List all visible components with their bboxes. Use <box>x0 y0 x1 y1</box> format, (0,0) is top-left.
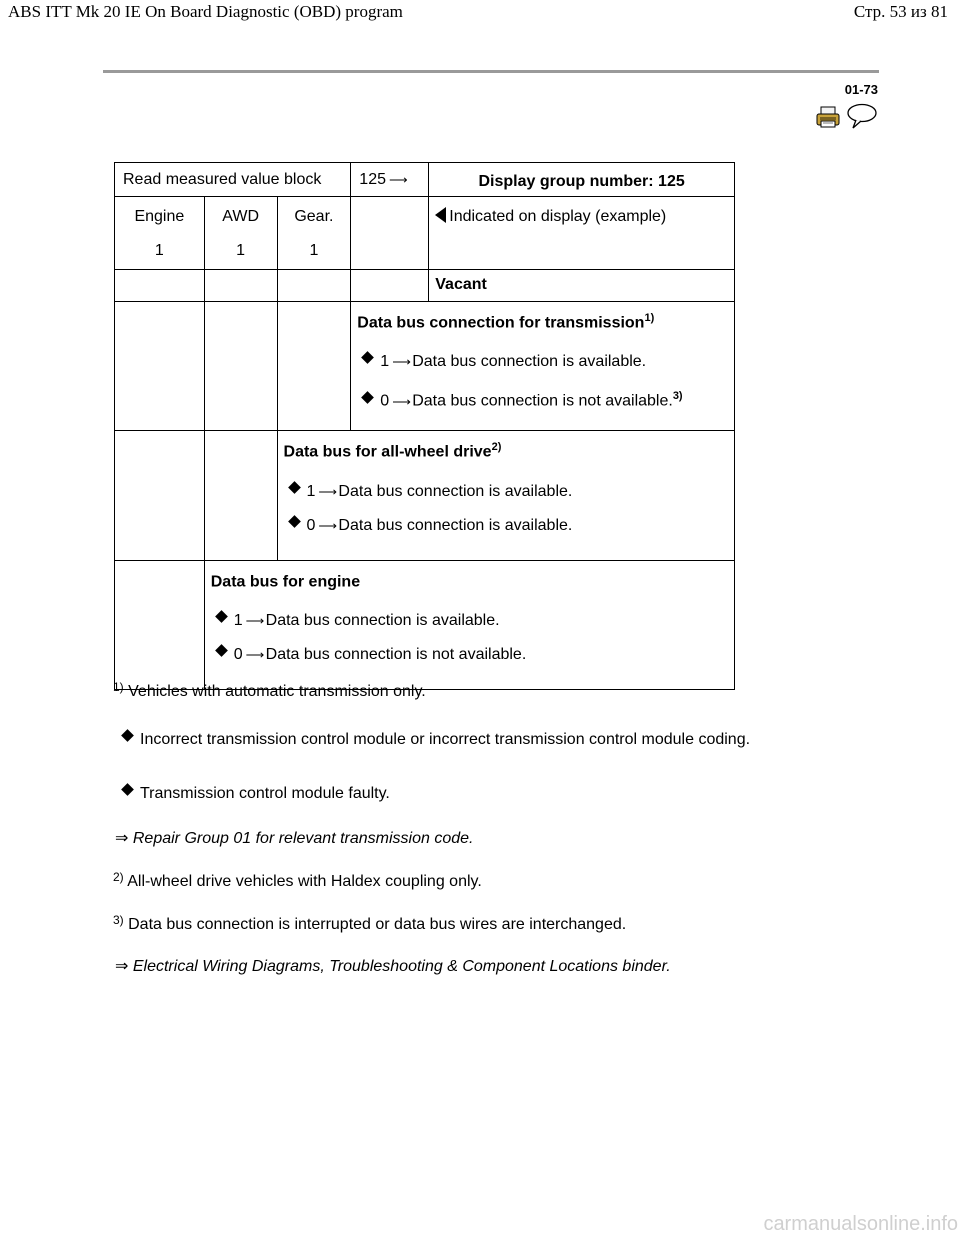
diamond-bullet-icon <box>121 783 134 796</box>
table-row <box>115 197 735 270</box>
group-value-cell: 125 ⟶ <box>351 163 429 197</box>
display-group-label: Display group number: 125 <box>429 163 735 197</box>
empty-cell <box>204 431 277 560</box>
block-title: Data bus for all-wheel drive <box>283 443 492 461</box>
measured-value-table <box>114 162 735 690</box>
block-title: Data bus connection for transmission <box>357 314 645 332</box>
block-title: Data bus for engine <box>210 572 361 590</box>
comment-icon[interactable] <box>846 103 878 129</box>
diamond-bullet-icon <box>361 351 374 364</box>
empty-cell <box>277 270 351 302</box>
arrow-right-icon: ⟶ <box>318 483 338 499</box>
watermark: carmanualsonline.info <box>763 1213 958 1235</box>
diamond-bullet-icon <box>361 391 374 404</box>
list-item: 1 ⟶Data bus connection is available. <box>284 482 734 516</box>
page-counter: Стр. 53 из 81 <box>853 2 948 21</box>
list-item: 1 ⟶Data bus connection is available. <box>357 352 734 386</box>
arrow-right-icon: ⟶ <box>318 517 338 533</box>
diamond-bullet-icon <box>121 729 134 742</box>
awd-block: Data bus for all-wheel drive$^{2)}$ 1 ⟶Data bus connection is available. 0 ⟶Data bus connection is available. <box>277 431 734 560</box>
arrow-right-icon: ⟶ <box>245 612 265 628</box>
arrow-right-icon: ⟶ <box>245 646 265 662</box>
engine-block <box>204 560 734 689</box>
empty-cell <box>351 270 429 302</box>
implies-arrow-icon: ⇒ <box>115 830 129 847</box>
header-rule <box>103 70 879 73</box>
document-title: ABS ITT Mk 20 IE On Board Diagnostic (OBD) program <box>8 2 403 21</box>
empty-cell <box>115 302 205 431</box>
arrow-right-icon: ⟶ <box>389 172 408 187</box>
empty-cell <box>351 197 429 270</box>
list-item: Transmission control module faulty. <box>123 785 390 803</box>
empty-cell <box>115 560 205 689</box>
diamond-bullet-icon <box>215 610 228 623</box>
diamond-bullet-icon <box>288 515 301 528</box>
transmission-block: Data bus connection for transmission$^{1)}$ 1 ⟶Data bus connection is available. 0 ⟶Data bus connection is not available.$^{3)}$ <box>351 302 735 431</box>
empty-cell <box>277 302 351 431</box>
arrow-right-icon: ⟶ <box>392 354 411 370</box>
diamond-bullet-icon <box>288 481 301 494</box>
footnote-3: $^{3)}$ Data bus connection is interrupted or data bus wires are interchanged. <box>113 913 627 933</box>
footnote-1: $^{1)}$ Vehicles with automatic transmission only. <box>113 680 426 700</box>
table-row <box>115 302 735 431</box>
empty-cell <box>115 270 205 302</box>
page-number: 01-73 <box>844 82 878 97</box>
list-item: 0 ⟶Data bus connection is not available.$^{3)}$ <box>357 386 734 420</box>
read-block-label: Read measured value block <box>115 163 351 197</box>
arrow-right-icon: ⟶ <box>392 393 411 409</box>
column-engine: Engine 1 <box>115 197 205 270</box>
implies-arrow-icon: ⇒ <box>115 958 129 975</box>
footnote-2: $^{2)}$ All-wheel drive vehicles with Haldex coupling only. <box>113 870 482 890</box>
column-awd: AWD 1 <box>204 197 277 270</box>
print-icon[interactable] <box>816 106 840 128</box>
triangle-left-icon <box>435 207 446 223</box>
list-item: 1 ⟶Data bus connection is available. <box>211 611 734 645</box>
column-gear: Gear. 1 <box>277 197 351 270</box>
indicated-cell: Indicated on display (example) <box>429 197 735 270</box>
wiring-diagrams-link[interactable]: ⇒ Electrical Wiring Diagrams, Troubleshooting & Component Locations binder. <box>115 958 671 975</box>
table-row <box>115 560 735 689</box>
empty-cell <box>204 270 277 302</box>
table-row <box>115 431 735 560</box>
list-item: 0 ⟶Data bus connection is available. <box>284 516 734 550</box>
table-header-row <box>115 163 735 197</box>
table-row <box>115 270 735 302</box>
repair-group-link[interactable]: ⇒ Repair Group 01 for relevant transmission code. <box>115 830 474 847</box>
diamond-bullet-icon <box>215 644 228 657</box>
vacant-label: Vacant <box>429 270 735 302</box>
list-item: 0 ⟶Data bus connection is not available. <box>211 645 734 679</box>
empty-cell <box>204 302 277 431</box>
empty-cell <box>115 431 205 560</box>
list-item: Incorrect transmission control module or incorrect transmission control module coding. <box>123 731 750 749</box>
